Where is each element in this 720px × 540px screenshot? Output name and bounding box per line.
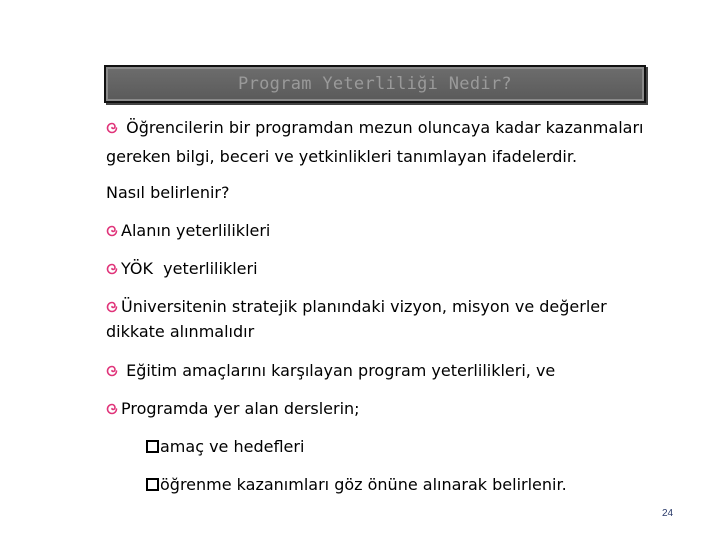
swirl-bullet-icon bbox=[106, 225, 118, 237]
list-item-text: Üniversitenin stratejik planındaki vizyon, misyon ve değerler bbox=[121, 297, 607, 316]
list-item-text: Alanın yeterlilikleri bbox=[121, 221, 271, 240]
slide-title: Program Yeterliliği Nedir? bbox=[238, 74, 512, 94]
list-item-continuation bbox=[106, 320, 254, 344]
list-item bbox=[106, 219, 270, 243]
definition-line-1 bbox=[106, 116, 643, 140]
list-item-text: Eğitim amaçlarını karşılayan program yeterlilikleri, ve bbox=[126, 361, 556, 380]
list-item bbox=[106, 397, 360, 421]
sub-list-item-text: öğrenme kazanımları göz önüne alınarak belirlenir. bbox=[160, 475, 567, 494]
sub-list-item bbox=[146, 435, 304, 459]
swirl-bullet-icon bbox=[106, 403, 118, 415]
definition-text-1: Öğrencilerin bir programdan mezun oluncaya kadar kazanmaları bbox=[126, 118, 644, 137]
question-line bbox=[106, 181, 230, 205]
definition-line-2 bbox=[106, 145, 577, 169]
sub-list-item bbox=[146, 473, 567, 497]
question-text: Nasıl belirlenir? bbox=[106, 183, 230, 202]
swirl-bullet-icon bbox=[106, 263, 118, 275]
swirl-bullet-icon bbox=[106, 365, 118, 377]
checkbox-bullet-icon bbox=[146, 440, 159, 453]
list-item bbox=[106, 359, 555, 383]
title-box bbox=[104, 65, 646, 103]
swirl-bullet-icon bbox=[106, 301, 118, 313]
definition-text-2: gereken bilgi, beceri ve yetkinlikleri tanımlayan ifadelerdir. bbox=[106, 147, 578, 166]
list-item-text: YÖK yeterlilikleri bbox=[121, 259, 258, 278]
list-item-text: dikkate alınmalıdır bbox=[106, 322, 255, 341]
list-item bbox=[106, 257, 258, 281]
list-item-text: Programda yer alan derslerin; bbox=[121, 399, 360, 418]
swirl-bullet-icon bbox=[106, 122, 118, 134]
checkbox-bullet-icon bbox=[146, 478, 159, 491]
page-number: 24 bbox=[662, 508, 674, 519]
list-item bbox=[106, 295, 607, 319]
sub-list-item-text: amaç ve hedefleri bbox=[160, 437, 305, 456]
